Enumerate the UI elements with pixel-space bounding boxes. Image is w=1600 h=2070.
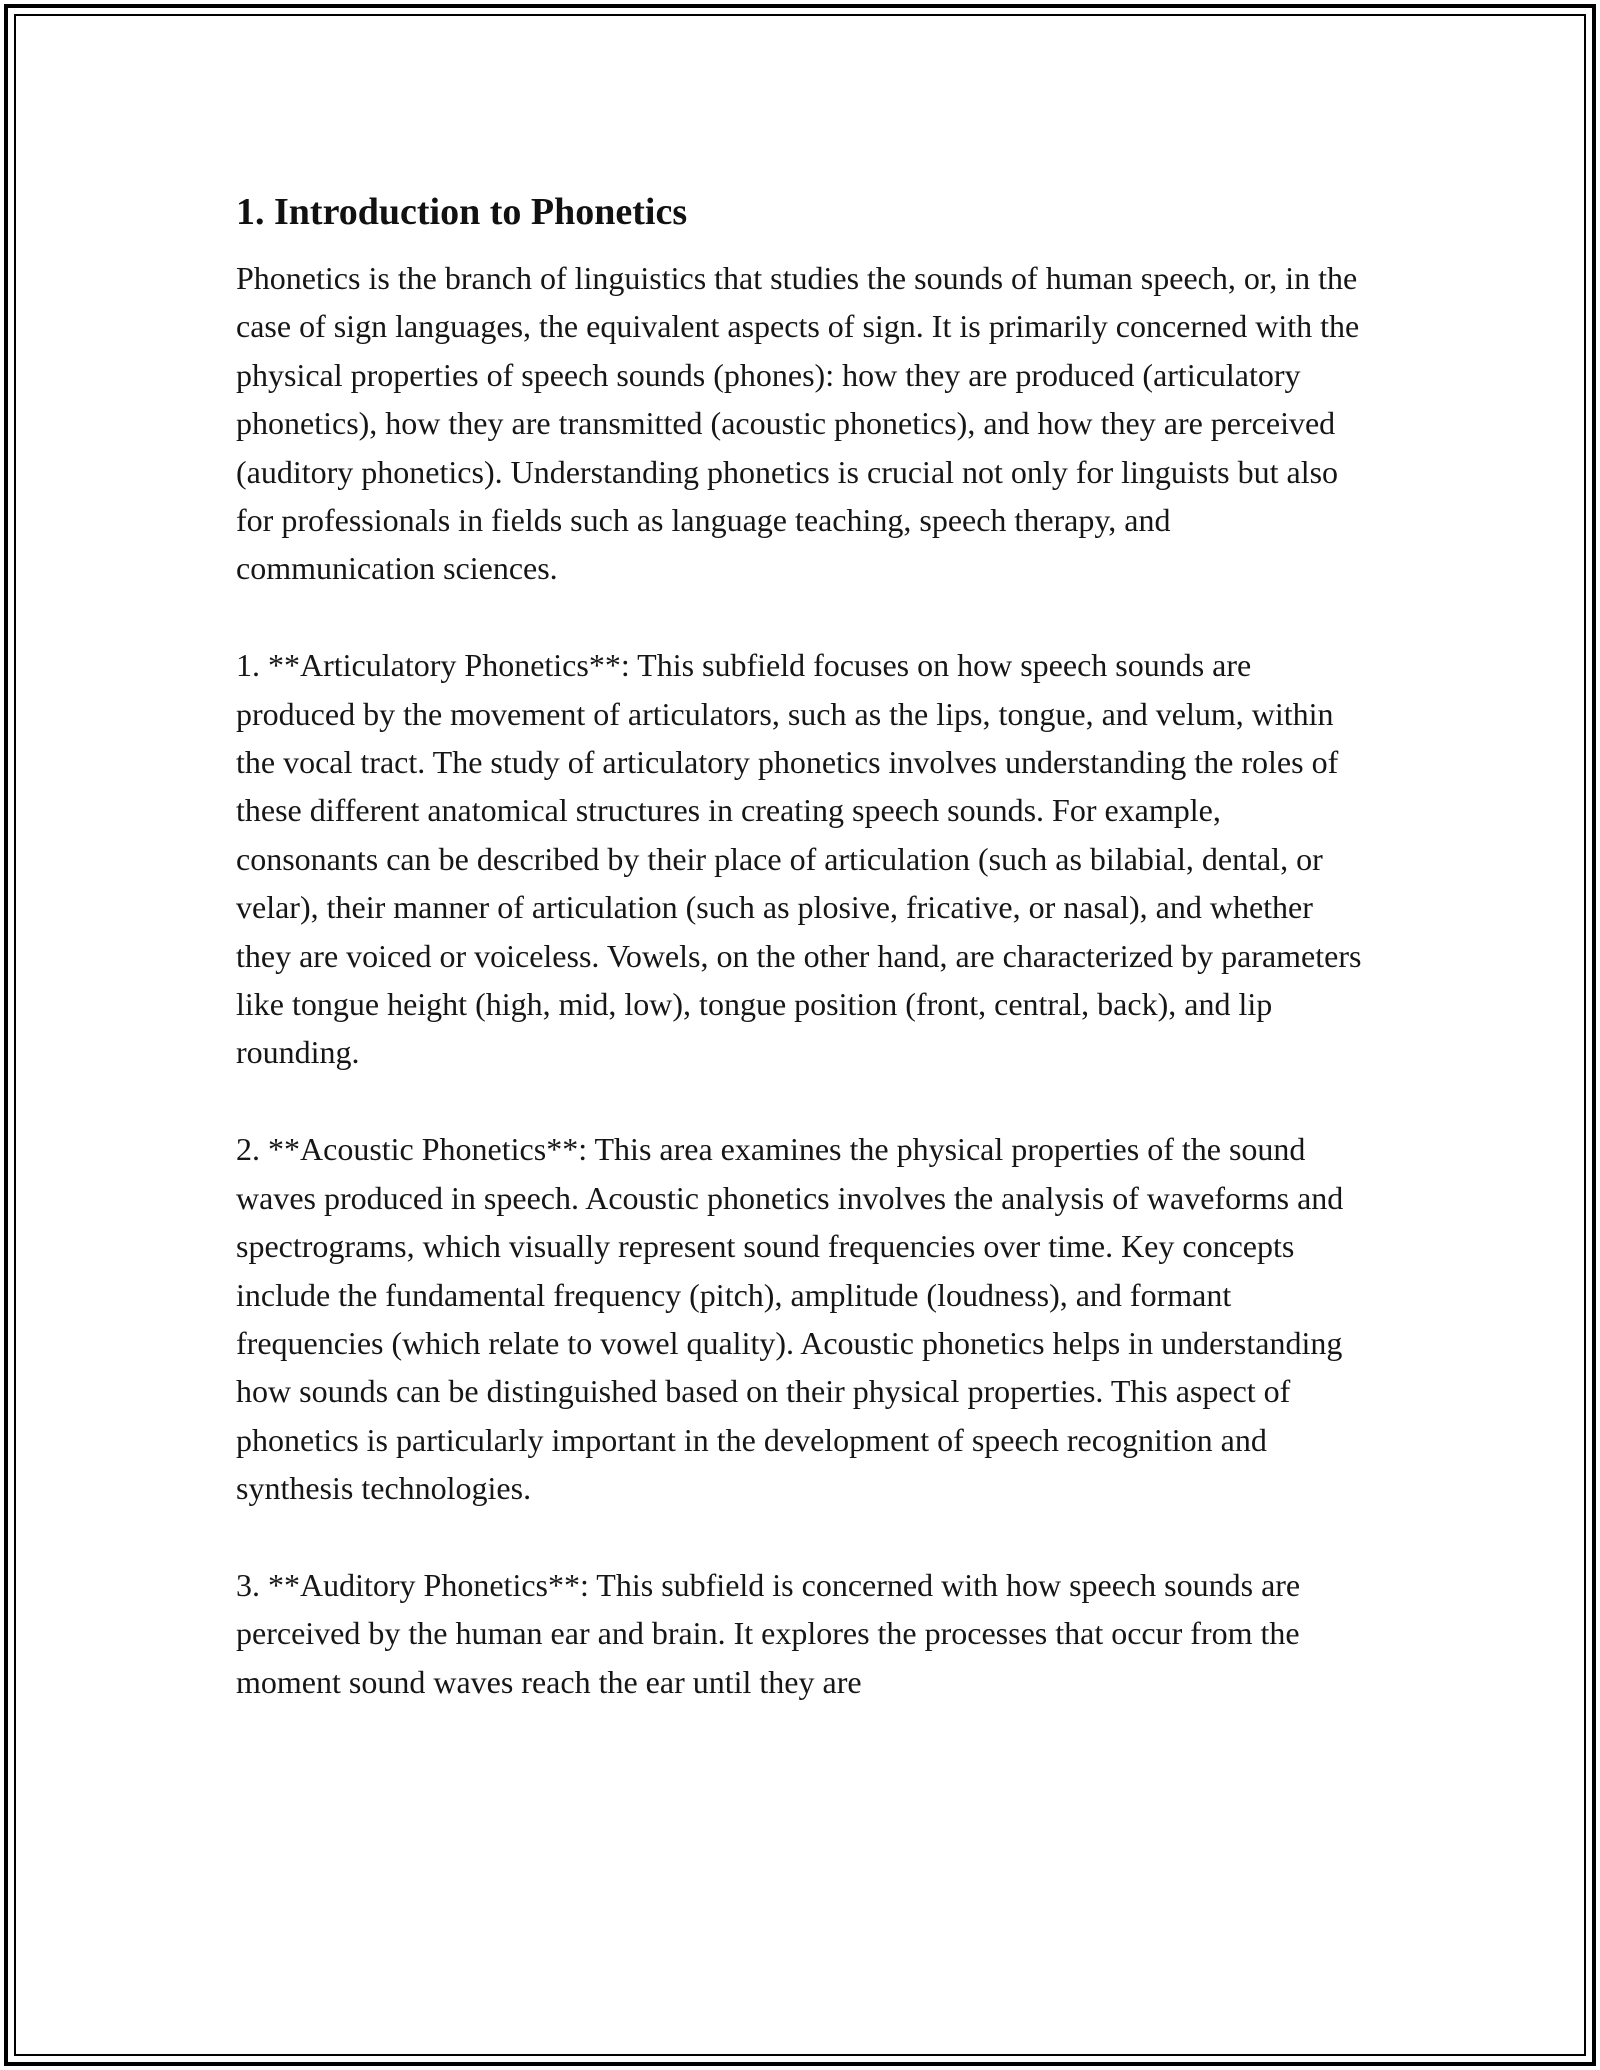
auditory-phonetics-paragraph: 3. **Auditory Phonetics**: This subfield is concerned with how speech sounds are perceived by the human ear and brain. It explores the processes that occur from the moment sound waves reach the ear until they are <box>236 1566 1301 1700</box>
articulatory-phonetics-paragraph: 1. **Articulatory Phonetics**: This subfield focuses on how speech sounds are produced by the movement of articulators, such as the lips, tongue, and velum, within the vocal tract. The study of articulatory phonetics involves understanding the roles of these different anatomical structures in creating speech sounds. For example, consonants can be described by their place of articulation (such as bilabial, dental, or velar), their manner of articulation (such as plosive, fricative, or nasal), and whether they are voiced or voiceless. Vowels, on the other hand, are characterized by parameters like tongue height (high, mid, low), tongue position (front, central, back), and lip rounding. <box>236 647 1362 1071</box>
section-heading: 1. Introduction to Phonetics <box>236 191 688 233</box>
intro-paragraph: Phonetics is the branch of linguistics that studies the sounds of human speech, or, in the case of sign languages, the equivalent aspects of sign. It is primarily concerned with the physical properties of speech sounds (phones): how they are produced (articulatory phonetics), how they are transmitted (acoustic phonetics), and how they are perceived (auditory phonetics). Understanding phonetics is crucial not only for linguists but also for professionals in fields such as language teaching, speech therapy, and communication sciences. <box>236 260 1360 587</box>
document-body <box>236 186 1366 1706</box>
acoustic-phonetics-paragraph: 2. **Acoustic Phonetics**: This area examines the physical properties of the sound waves produced in speech. Acoustic phonetics involves the analysis of waveforms and spectrograms, which visually represent sound frequencies over time. Key concepts include the fundamental frequency (pitch), amplitude (loudness), and formant frequencies (which relate to vowel quality). Acoustic phonetics helps in understanding how sounds can be distinguished based on their physical properties. This aspect of phonetics is particularly important in the development of speech recognition and synthesis technologies. <box>236 1131 1344 1507</box>
